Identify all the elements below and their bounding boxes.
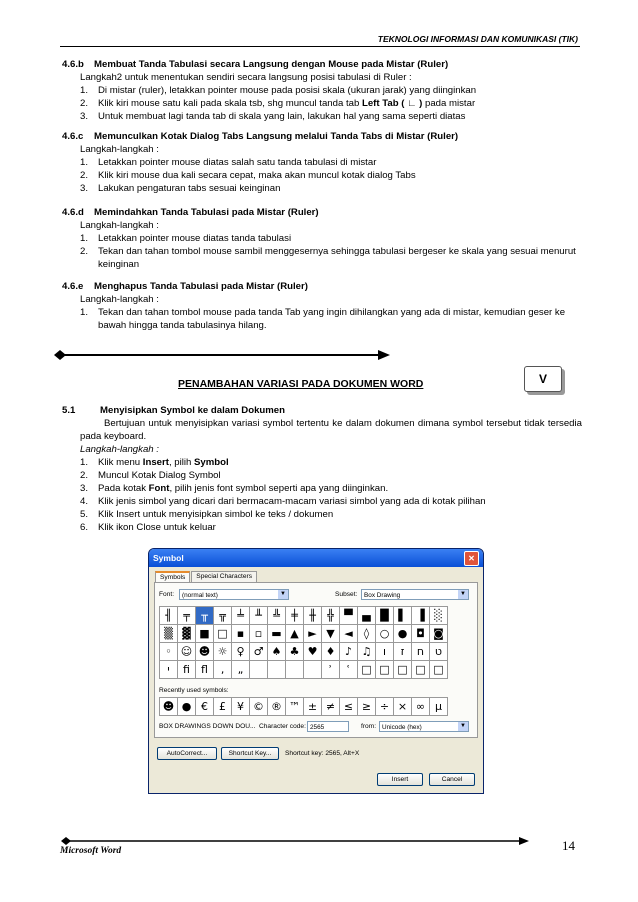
section-intro: Langkah-langkah : [80,444,159,455]
symbol-cell[interactable]: ▀ [340,607,358,625]
chevron-down-icon: ▼ [458,590,468,599]
chevron-down-icon: ▼ [278,590,288,599]
shortcut-key-button[interactable]: Shortcut Key... [221,747,279,760]
symbol-cell[interactable]: ♣ [286,643,304,661]
section-title: Menyisipkan Symbol ke dalam Dokumen [100,405,286,416]
symbol-cell[interactable]: ▬ [268,625,286,643]
symbol-dialog [148,548,484,794]
font-label: Font: [159,591,175,598]
character-code-label: Character code: [259,723,306,730]
dialog-title: Symbol [153,553,184,563]
symbol-cell[interactable] [286,661,304,679]
symbol-cell[interactable] [250,661,268,679]
symbol-cell[interactable]: ╬ [322,607,340,625]
symbol-cell[interactable]: ﬂ [196,661,214,679]
symbol-cell[interactable]: □ [376,661,394,679]
symbol-cell[interactable]: ☻ [196,643,214,661]
symbol-grid [159,606,448,679]
recent-symbol-cell[interactable]: ¥ [232,698,250,716]
footer-label: Microsoft Word [60,846,122,856]
from-label: from: [361,723,377,730]
section-4-6-e [62,280,582,332]
symbol-cell[interactable]: ╥ [196,607,214,625]
recent-symbol-cell[interactable]: ≥ [358,698,376,716]
symbol-cell[interactable]: ○ [376,625,394,643]
section-4-6-d [62,206,582,271]
list-item: 5. Klik Insert untuk menyisipkan simbol ke teks / dokumen [80,509,334,520]
symbol-cell[interactable]: ☼ [214,643,232,661]
chapter-title: PENAMBAHAN VARIASI PADA DOKUMEN WORD [178,378,424,390]
symbol-cell[interactable]: ╩ [268,607,286,625]
symbol-cell[interactable]: ╪ [286,607,304,625]
section-intro: Langkah-langkah : [80,144,159,155]
close-icon[interactable]: ✕ [464,551,479,566]
section-title: Memindahkan Tanda Tabulasi pada Mistar (Ruler) [94,207,319,218]
symbol-cell[interactable]: ╦ [214,607,232,625]
symbol-cell[interactable]: ♠ [268,643,286,661]
symbol-cell[interactable]: ╧ [232,607,250,625]
symbol-cell[interactable]: □ [394,661,412,679]
symbol-cell[interactable]: ﬁ [178,661,196,679]
symbol-cell[interactable]: ▌ [394,607,412,625]
section-intro: Langkah-langkah : [80,220,159,231]
symbol-cell[interactable]: ♥ [304,643,322,661]
character-name: BOX DRAWINGS DOWN DOU... [159,723,256,730]
symbol-cell[interactable]: ╨ [250,607,268,625]
section-title: Memunculkan Kotak Dialog Tabs Langsung melalui Tanda Tabs di Mistar (Ruler) [94,131,459,142]
recent-symbol-cell[interactable]: ≠ [322,698,340,716]
recent-symbol-cell[interactable]: ® [268,698,286,716]
autocorrect-button[interactable]: AutoCorrect... [157,747,217,760]
symbol-cell[interactable]: ʾ [322,661,340,679]
symbol-cell[interactable]: ▄ [358,607,376,625]
list-item: 3. Untuk membuat lagi tanda tab di skala yang lain, lakukan hal yang sama seperti diatas [80,111,466,122]
symbol-cell[interactable]: ♪ [340,643,358,661]
recent-symbol-cell[interactable]: ☻ [160,698,178,716]
symbol-cell[interactable]: ◄ [340,625,358,643]
symbol-cell[interactable]: ♂ [250,643,268,661]
list-item: 1. Di mistar (ruler), letakkan pointer mouse pada posisi skala (ukuran jarak) yang diinginkan [80,85,477,96]
header-rule [60,46,580,47]
section-title: Membuat Tanda Tabulasi secara Langsung dengan Mouse pada Mistar (Ruler) [94,59,449,70]
section-number: 4.6.c [62,131,84,142]
symbol-cell[interactable]: ♦ [322,643,340,661]
symbol-cell[interactable]: ░ [430,607,448,625]
footer-arrow [60,836,530,846]
recent-label: Recently used symbols: [159,687,229,694]
chapter-badge: V [524,366,562,392]
character-code-input[interactable]: 2565 [307,721,349,732]
symbols-panel [154,582,478,738]
symbol-cell[interactable]: „ [232,661,250,679]
symbol-cell[interactable]: ▪ [232,625,250,643]
recent-symbol-cell[interactable]: £ [214,698,232,716]
symbol-cell[interactable]: □ [430,661,448,679]
recent-symbol-cell[interactable]: € [196,698,214,716]
section-4-6-b [62,58,582,123]
symbol-cell[interactable] [304,661,322,679]
recent-symbol-cell[interactable]: ∞ [412,698,430,716]
list-item: 3. Pada kotak Font, pilih jenis font symbol seperti apa yang diinginkan. [80,483,389,494]
symbol-cell[interactable]: ● [394,625,412,643]
subset-select[interactable]: Box Drawing ▼ [361,589,469,600]
chevron-down-icon: ▼ [458,722,468,731]
list-item: 1. Klik menu Insert, pilih Symbol [80,457,229,468]
list-item: 1. Tekan dan tahan tombol mouse pada tanda Tab yang ingin dihilangkan yang ada di mistar, kemudian geser ke bawah hingga tanda tabulasinya hilang. [80,307,566,331]
tab-symbols[interactable]: Symbols [155,571,190,582]
symbol-cell[interactable]: ʿ [340,661,358,679]
section-intro: Langkah-langkah : [80,294,159,305]
from-select[interactable]: Unicode (hex) ▼ [379,721,469,732]
list-item: 2. Klik kiri mouse satu kali pada skala tsb, shg muncul tanda tab Left Tab ( ∟ ) pada mistar [80,98,476,109]
symbol-cell[interactable]: ח [412,643,430,661]
symbol-cell[interactable]: █ [376,607,394,625]
recent-symbol-cell[interactable]: © [250,698,268,716]
section-number: 4.6.e [62,281,84,292]
section-number: 4.6.d [62,207,84,218]
recent-symbol-cell[interactable]: ± [304,698,322,716]
cancel-button[interactable]: Cancel [429,773,475,786]
section-5-1 [62,404,582,534]
symbol-cell[interactable]: ▲ [286,625,304,643]
symbol-cell[interactable]: ט [430,643,448,661]
symbol-cell[interactable]: ╢ [160,607,178,625]
list-item: 2. Klik kiri mouse dua kali secara cepat, maka akan muncul kotak dialog Tabs [80,170,416,181]
symbol-cell[interactable]: ◘ [412,625,430,643]
header-title: TEKNOLOGI INFORMASI DAN KOMUNIKASI (TIK) [377,34,578,44]
symbol-cell[interactable]: ♫ [358,643,376,661]
shortcut-text: Shortcut key: 2565, Alt+X [285,750,360,757]
symbol-cell[interactable]: ► [304,625,322,643]
recent-symbol-cell[interactable]: µ [430,698,448,716]
section-number: 5.1 [62,405,76,416]
symbol-cell[interactable]: ╤ [178,607,196,625]
symbol-cell[interactable]: ◙ [430,625,448,643]
symbol-cell[interactable]: ╫ [304,607,322,625]
list-item: 2. Tekan dan tahan tombol mouse sambil menggesernya sehingga tabulasi bergeser ke skala yang sesuai menurut keinginan [80,246,576,270]
symbol-cell[interactable]: ■ [196,625,214,643]
symbol-cell[interactable]: ◦ [160,643,178,661]
list-item: 1. Letakkan pointer mouse diatas tanda tabulasi [80,233,292,244]
recent-symbol-cell[interactable]: ● [178,698,196,716]
symbol-cell[interactable]: ו [376,643,394,661]
section-4-6-c [62,130,582,195]
symbol-cell[interactable]: ▒ [160,625,178,643]
symbol-cell[interactable]: □ [214,625,232,643]
insert-button[interactable]: Insert [377,773,423,786]
symbol-cell[interactable]: ▫ [250,625,268,643]
symbol-cell[interactable]: ☺ [178,643,196,661]
recent-symbol-cell[interactable]: ≤ [340,698,358,716]
symbol-cell[interactable]: □ [358,661,376,679]
symbol-cell[interactable]: ▐ [412,607,430,625]
section-title: Menghapus Tanda Tabulasi pada Mistar (Ruler) [94,281,308,292]
symbol-cell[interactable]: ◊ [358,625,376,643]
recent-symbol-cell[interactable]: × [394,698,412,716]
tab-special-characters[interactable]: Special Characters [191,571,257,582]
font-select[interactable]: (normal text) ▼ [179,589,289,600]
recent-symbol-cell[interactable]: ÷ [376,698,394,716]
list-item: 3. Lakukan pengaturan tabs sesuai keinginan [80,183,281,194]
symbol-cell[interactable]: ז [394,643,412,661]
list-item: 4. Klik jenis simbol yang dicari dari bermacam-macam variasi simbol yang ada di kotak pilihan [80,496,486,507]
symbol-cell[interactable]: ♀ [232,643,250,661]
dialog-titlebar[interactable] [149,549,483,567]
section-intro: Langkah2 untuk menentukan sendiri secara langsung posisi tabulasi di Ruler : [80,72,412,83]
symbol-cell[interactable]: ▼ [322,625,340,643]
section-number: 4.6.b [62,59,84,70]
list-item: 1. Letakkan pointer mouse diatas salah satu tanda tabulasi di mistar [80,157,377,168]
list-item: 6. Klik ikon Close untuk keluar [80,522,216,533]
symbol-cell[interactable]: ▓ [178,625,196,643]
page-number: 14 [562,838,575,853]
symbol-cell[interactable] [268,661,286,679]
symbol-cell[interactable]: ‚ [214,661,232,679]
divider-arrow [52,348,392,362]
section-body: Bertujuan untuk menyisipkan variasi symbol tertentu ke dalam dokumen dimana symbol tersebut tidak tersedia pada keyboard. [80,418,582,442]
recent-symbols-grid [159,697,448,716]
recent-symbol-cell[interactable]: ™ [286,698,304,716]
subset-label: Subset: [335,591,358,598]
list-item: 2. Muncul Kotak Dialog Symbol [80,470,221,481]
symbol-cell[interactable]: □ [412,661,430,679]
symbol-cell[interactable]: י [160,661,178,679]
